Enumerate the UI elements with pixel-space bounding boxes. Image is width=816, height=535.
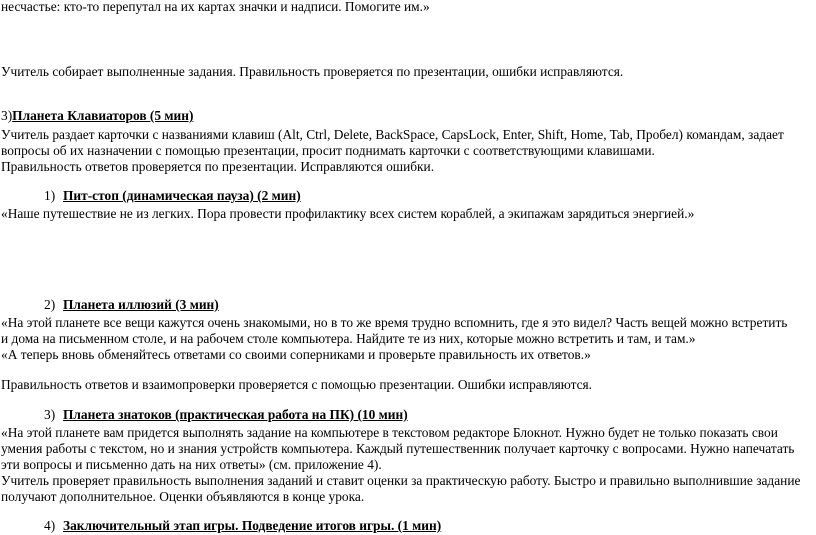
section-heading — [1, 108, 193, 124]
text-line: Учитель проверяет правильность выполнения заданий и ставит оценки за практическую работу. Быстро и правильно выполнившие задание — [1, 473, 801, 488]
text-line: вопросы об их назначении с помощью презентации, просит поднимать карточки с соответствующими клавишами. — [1, 143, 655, 158]
text-line: «А теперь вновь обменяйтесь ответами со своими соперниками и проверьте правильность их ответов.» — [1, 347, 591, 362]
section-title: Планета Клавиаторов (5 мин) — [12, 108, 194, 123]
list-number: 1) — [44, 188, 56, 203]
text-line: несчастье: кто-то перепутал на их картах значки и надписи. Помогите им.» — [1, 0, 430, 14]
text-line: эти вопросы и письменно дать на них ответы» (см. приложение 4). — [1, 457, 382, 472]
section-title: Пит-стоп (динамическая пауза) (2 мин) — [63, 188, 301, 203]
text-line: «На этой планете вам придется выполнять задание на компьютере в текстовом редакторе Блокнот. Нужно будет не только показать свои — [1, 425, 778, 440]
text-line: Правильность ответов проверяется по презентации. Исправляются ошибки. — [1, 159, 435, 174]
text-line: Учитель раздает карточки с названиями клавиш (Alt, Ctrl, Delete, BackSpace, CapsLock, Enter, Shift, Home, Tab, Пробел) командам, задает — [1, 127, 784, 142]
list-number: 4) — [44, 518, 56, 533]
text-line: «На этой планете все вещи кажутся очень знакомыми, но в то же время трудно вспомнить, где я это видел? Часть вещей можно встретить — [1, 315, 788, 330]
text-line: «Наше путешествие не из легких. Пора провести профилактику всех систем кораблей, а экипажам зарядиться энергией.» — [1, 206, 695, 221]
section-title: Заключительный этап игры. Подведение итогов игры. (1 мин) — [63, 518, 442, 533]
text-line: получают дополнительное. Оценки объявляются в конце урока. — [1, 489, 365, 504]
text-line: умения работы с текстом, но и знания устройств компьютера. Каждый путешественник получает карточку с вопросами. Нужно напечатать — [1, 441, 795, 456]
text-line: и дома на письменном столе, и на рабочем столе компьютера. Найдите те из них, которые можно встретить и там, и там.» — [1, 331, 696, 346]
list-number: 2) — [44, 297, 56, 312]
text-line: Учитель собирает выполненные задания. Правильность проверяется по презентации, ошибки исправляются. — [1, 64, 624, 79]
list-number: 3) — [44, 407, 56, 422]
section-title: Планета иллюзий (3 мин) — [63, 297, 219, 312]
section-title: Планета знатоков (практическая работа на ПК) (10 мин) — [63, 407, 408, 422]
section-number: 3) — [1, 108, 13, 123]
text-line: Правильность ответов и взаимопроверки проверяется с помощью презентации. Ошибки исправляются. — [1, 377, 593, 392]
